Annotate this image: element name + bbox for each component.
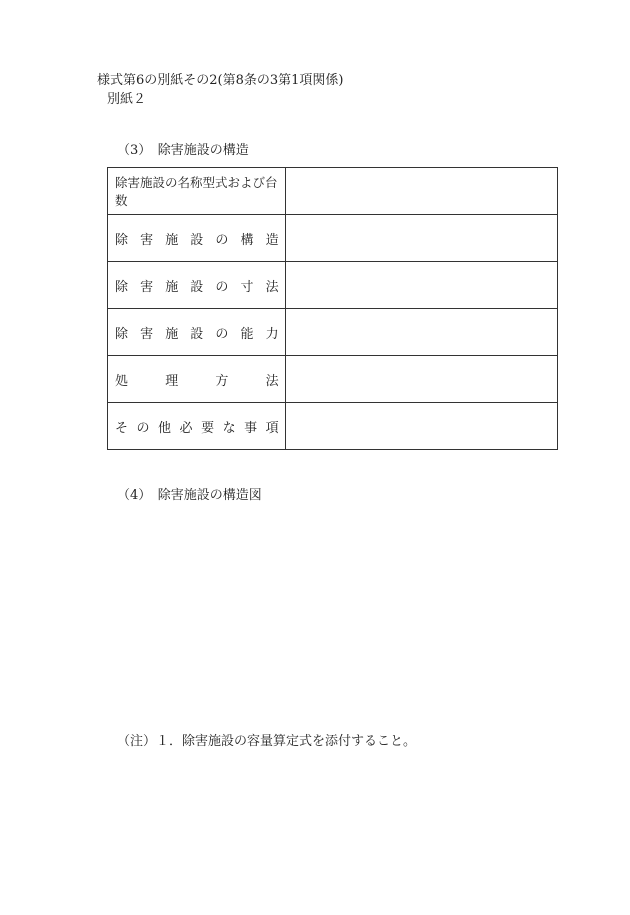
table-row <box>108 309 558 356</box>
table-row <box>108 262 558 309</box>
section-4-title: （4） 除害施設の構造図 <box>117 488 262 503</box>
form-number: 様式第6の別紙その2(第8条の3第1項関係) <box>97 73 344 88</box>
row-value-field[interactable] <box>285 403 557 450</box>
row-label: 除害施設の名称型式および台数 <box>108 168 286 215</box>
row-value-field[interactable] <box>285 168 557 215</box>
row-value-field[interactable] <box>285 262 557 309</box>
table-row <box>108 215 558 262</box>
table-row <box>108 403 558 450</box>
row-label: 除 害 施 設 の 寸 法 <box>108 262 286 309</box>
facility-structure-table <box>107 167 558 450</box>
section-3-title: （3） 除害施設の構造 <box>117 143 249 158</box>
row-value-field[interactable] <box>285 215 557 262</box>
table-row <box>108 356 558 403</box>
row-label: そ の 他 必 要 な 事 項 <box>108 403 286 450</box>
row-label: 除 害 施 設 の 構 造 <box>108 215 286 262</box>
table-row <box>108 168 558 215</box>
row-value-field[interactable] <box>285 356 557 403</box>
row-value-field[interactable] <box>285 309 557 356</box>
note-text: （注）１．除害施設の容量算定式を添付すること。 <box>117 734 417 749</box>
row-label: 処 理 方 法 <box>108 356 286 403</box>
row-label: 除 害 施 設 の 能 力 <box>108 309 286 356</box>
attachment-label: 別紙２ <box>107 92 147 107</box>
